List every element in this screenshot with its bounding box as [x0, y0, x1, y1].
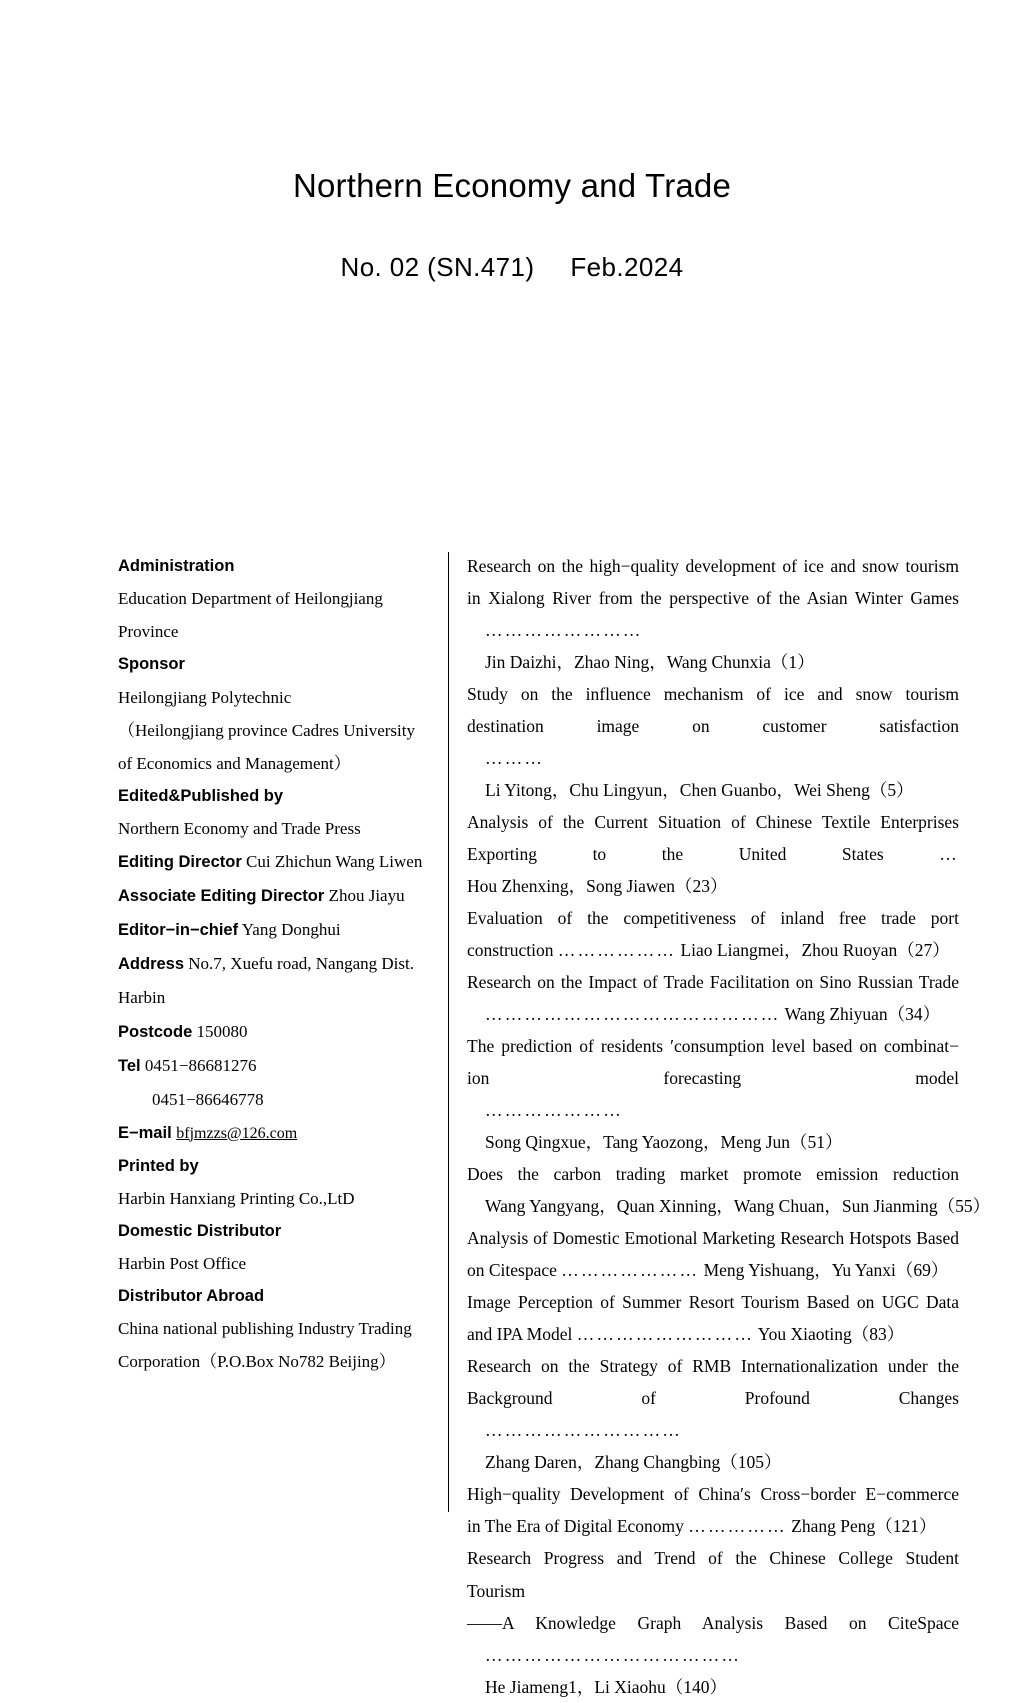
toc-title-line: on Citespace [467, 1260, 557, 1281]
toc-entry[interactable] [467, 678, 959, 806]
toc-authors-page: Zhang Daren，Zhang Changbing（105） [485, 1452, 782, 1473]
imprint-field [118, 1049, 430, 1083]
imprint-heading: Domestic Distributor [118, 1221, 282, 1240]
imprint-field-value: 150080 [192, 1021, 248, 1041]
toc-leader-line [467, 1639, 959, 1703]
toc-leader-line [467, 1190, 991, 1222]
toc-leader-line [467, 614, 959, 678]
imprint-field-value: Cui Zhichun Wang Liwen [241, 852, 423, 872]
toc-entry[interactable] [467, 1542, 959, 1702]
toc-authors-page: Li Yitong，Chu Lingyun，Chen Guanbo，Wei Sheng（5） [485, 780, 914, 801]
toc-entry[interactable] [467, 966, 959, 1030]
toc-authors-page: Liao Liangmei，Zhou Ruoyan（27） [680, 940, 950, 961]
imprint-field-label: E−mail [118, 1123, 172, 1142]
toc-tail-line [467, 934, 959, 966]
toc-tail-line [467, 1510, 959, 1542]
imprint-field-label: Tel [118, 1056, 141, 1075]
imprint-heading: Distributor Abroad [118, 1287, 265, 1306]
imprint-field [118, 913, 430, 947]
toc-authors-page: Meng Yishuang，Yu Yanxi（69） [703, 1260, 949, 1281]
journal-title: Northern Economy and Trade [292, 167, 732, 204]
toc-leader-dots: …………… [688, 1516, 787, 1537]
contents-column [467, 550, 991, 1703]
imprint-field-value: 0451−86681276 [140, 1055, 257, 1075]
imprint-field-label: Address [118, 955, 185, 974]
toc-entry[interactable] [467, 1158, 991, 1222]
toc-tail-line [467, 838, 959, 902]
toc-leader-line [467, 1414, 959, 1478]
toc-title-line: High−quality Development of China′s Cross−border E−commerce [467, 1484, 959, 1505]
imprint-text: Northern Economy and Trade Press [118, 819, 361, 839]
imprint-column [118, 550, 448, 1703]
imprint-field-label: Associate Editing Director [118, 887, 325, 906]
imprint-field [118, 947, 430, 981]
toc-title-line: ——A Knowledge Graph Analysis Based on CiteSpace [467, 1612, 959, 1633]
toc-title-line: ion forecasting model [467, 1068, 959, 1089]
toc-authors-page: Song Qingxue，Tang Yaozong，Meng Jun（51） [485, 1132, 843, 1153]
issue-line [0, 252, 1024, 283]
imprint-text: of Economics and Management） [118, 753, 351, 773]
toc-title-line: The prediction of residents ′consumption level based on combinat− [467, 1036, 959, 1057]
toc-title-line: Research on the Impact of Trade Facilitation on Sino Russian Trade [467, 972, 959, 993]
toc-title-line: destination image on customer satisfaction [467, 716, 959, 737]
toc-leader-dots: ……………… [557, 940, 677, 961]
toc-title-line: Research on the high−quality development of ice and snow tourism [467, 556, 959, 576]
toc-entry[interactable] [467, 1286, 959, 1350]
column-divider [448, 552, 449, 1512]
toc-authors-page: He Jiameng1，Li Xiaohu（140） [485, 1676, 728, 1697]
imprint-field [118, 1015, 430, 1049]
imprint-text: China national publishing Industry Trading [118, 1319, 412, 1339]
imprint-text: Harbin [118, 988, 166, 1008]
imprint-field-value: Zhou Jiayu [324, 886, 405, 906]
toc-leader-dots: …………………… [485, 620, 643, 641]
toc-leader-dots: ……………………………………… [485, 1004, 781, 1025]
toc-leader-line [467, 998, 959, 1030]
imprint-heading: Sponsor [118, 655, 185, 674]
imprint-text: Education Department of Heilongjiang [118, 589, 383, 609]
toc-title-line: Does the carbon trading market promote emission reduction [467, 1164, 959, 1185]
toc-title-line: in The Era of Digital Economy [467, 1516, 684, 1537]
toc-leader-dots: ……… [485, 748, 545, 769]
imprint-field [118, 845, 430, 879]
cover-columns [0, 550, 1024, 1703]
toc-entry[interactable] [467, 1030, 959, 1158]
toc-leader-dots: ………………………………… [485, 1644, 742, 1665]
toc-authors-page: Zhang Peng（121） [791, 1516, 937, 1537]
imprint-text: （Heilongjiang province Cadres University [118, 720, 415, 740]
toc-tail-line [467, 1318, 959, 1350]
toc-title-line: Analysis of the Current Situation of Chinese Textile Enterprises [467, 812, 959, 833]
toc-authors-page: You Xiaoting（83） [757, 1324, 905, 1345]
toc-entry[interactable] [467, 550, 959, 678]
toc-entry[interactable] [467, 902, 959, 966]
toc-entry[interactable] [467, 1350, 959, 1478]
toc-leader-line [467, 1094, 959, 1158]
toc-leader-dots: ……………………… [576, 1324, 755, 1345]
toc-title-line: Evaluation of the competitiveness of inland free trade port [467, 908, 959, 929]
imprint-text: Province [118, 622, 179, 642]
toc-title-line: Image Perception of Summer Resort Tourism Based on UGC Data [467, 1292, 959, 1313]
imprint-text: Harbin Post Office [118, 1253, 247, 1273]
toc-title-line: Research on the Strategy of RMB Internationalization under the [467, 1356, 959, 1377]
toc-leader-dots: ………………… [561, 1260, 700, 1281]
toc-entry[interactable] [467, 1222, 959, 1286]
imprint-field-label: Postcode [118, 1022, 193, 1041]
toc-leader-dots: ………………………… [485, 1420, 682, 1441]
imprint-heading: Printed by [118, 1156, 199, 1175]
imprint-text: 0451−86646778 [152, 1089, 264, 1109]
toc-authors-page: Wang Zhiyuan（34） [784, 1004, 941, 1025]
toc-leader-dots: … [939, 844, 959, 865]
toc-leader-line [467, 742, 959, 806]
issue-number: No. 02 (SN.471) [340, 252, 535, 283]
toc-title-line: and IPA Model [467, 1324, 573, 1345]
issue-date: Feb.2024 [570, 252, 684, 283]
toc-title-line: Exporting to the United States [467, 844, 884, 865]
toc-title-line: Analysis of Domestic Emotional Marketing Research Hotspots Based [467, 1228, 959, 1249]
imprint-text: Heilongjiang Polytechnic [118, 687, 292, 707]
imprint-field-value: Yang Donghui [238, 920, 341, 940]
toc-title-line: construction [467, 940, 554, 961]
toc-authors-page: Jin Daizhi，Zhao Ning，Wang Chunxia（1） [485, 652, 815, 673]
imprint-text: Harbin Hanxiang Printing Co.,LtD [118, 1188, 355, 1208]
imprint-field-label: Editor−in−chief [118, 921, 239, 940]
toc-entry[interactable] [467, 806, 959, 902]
imprint-field [118, 879, 430, 913]
imprint-heading: Administration [118, 557, 235, 575]
toc-authors-page: Hou Zhenxing，Song Jiawen（23） [467, 876, 728, 897]
imprint-field-label: Editing Director [118, 853, 242, 872]
imprint-email-field [118, 1117, 430, 1150]
imprint-heading: Edited&Published by [118, 787, 284, 806]
toc-leader-dots: ………………… [485, 1100, 623, 1121]
toc-title-line: Study on the influence mechanism of ice and snow tourism [467, 684, 959, 705]
toc-tail-line [467, 1254, 959, 1286]
toc-entry[interactable] [467, 1478, 959, 1542]
email-link[interactable]: bfjmzzs@126.com [176, 1124, 298, 1142]
toc-title-line: Research Progress and Trend of the Chinese College Student [467, 1548, 959, 1569]
toc-title-line: Background of Profound Changes [467, 1388, 959, 1409]
imprint-field-value: No.7, Xuefu road, Nangang Dist. [184, 954, 414, 974]
imprint-text: Corporation（P.O.Box No782 Beijing） [118, 1352, 396, 1372]
toc-title-line: in Xialong River from the perspective of the Asian Winter Games [467, 588, 959, 609]
toc-title-line: Tourism [467, 1580, 526, 1601]
journal-cover-page [0, 167, 1024, 1697]
toc-authors-page: Wang Yangyang，Quan Xinning，Wang Chuan，Sun Jianming（55） [485, 1196, 991, 1217]
